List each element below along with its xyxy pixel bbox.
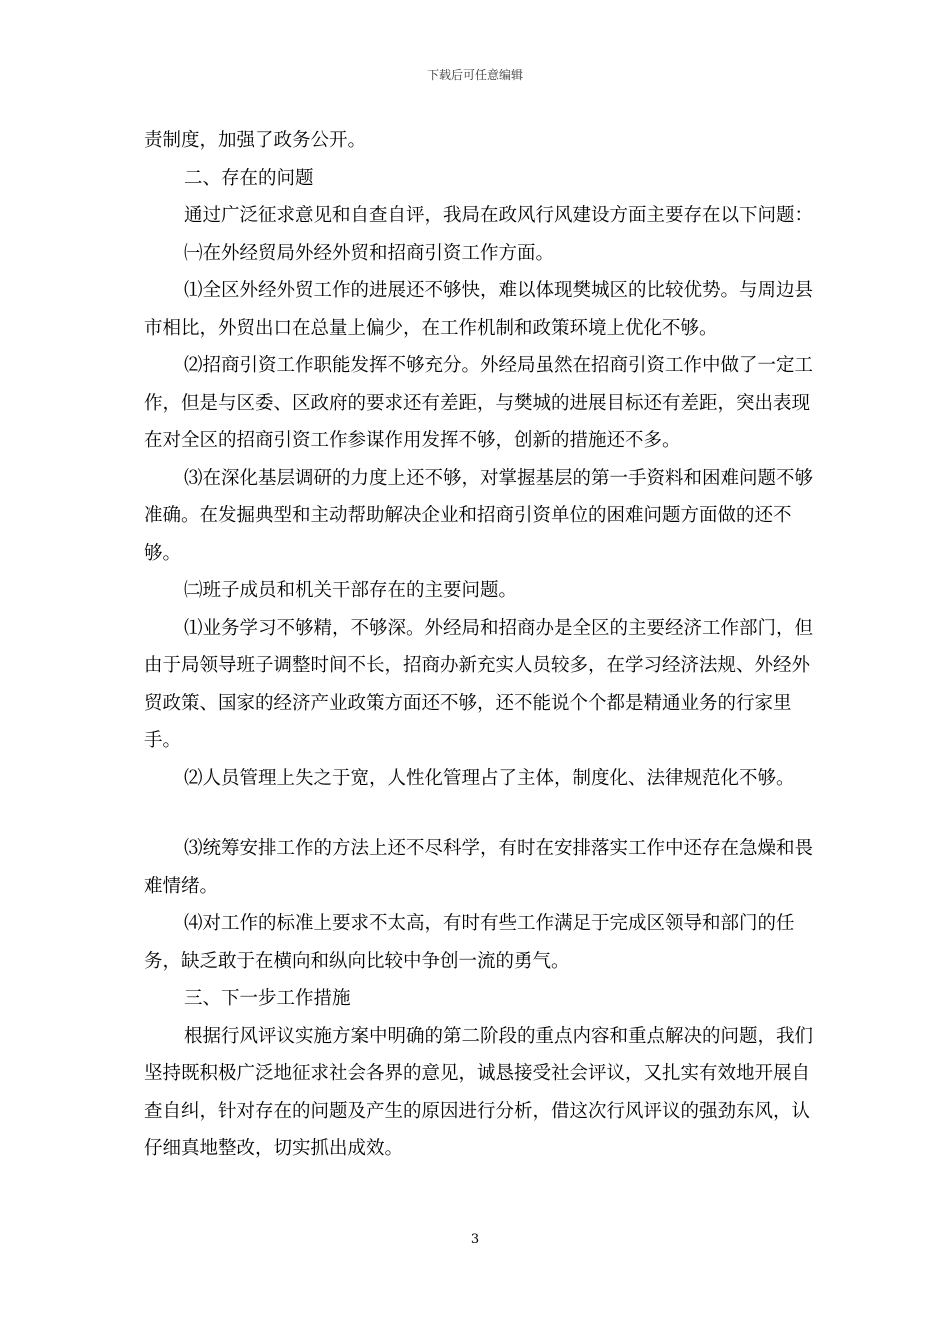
paragraph: 通过广泛征求意见和自查自评，我局在政风行风建设方面主要存在以下问题： [184, 205, 814, 226]
list-item: ⑵人员管理上失之于宽，人性化管理占了主体，制度化、法律规范化不够。 [184, 767, 795, 789]
subsection-heading: ㈠在外经贸局外经外贸和招商引资工作方面。 [184, 242, 555, 264]
list-item: ⑵招商引资工作职能发挥不够充分。外经局虽然在招商引资工作中做了一定工作，但是与区委、区政府的要求还有差距，与樊城的进展目标还有差距，突出表现在对全区的招商引资工作参谋作用发挥不够，创新的措施还不多。 [144, 355, 814, 451]
page-number: 3 [470, 1232, 480, 1247]
paragraph: 责制度，加强了政务公开。 [144, 130, 367, 151]
page-header: 下载后可任意编辑 [426, 68, 523, 82]
list-item: ⑶在深化基层调研的力度上还不够，对掌握基层的第一手资料和困难问题不够准确。在发掘典型和主动帮助解决企业和招商引资单位的困难问题方面做的还不够。 [144, 467, 814, 564]
section-heading: 二、存在的问题 [184, 167, 314, 189]
document-body [144, 122, 824, 1168]
subsection-heading: ㈡班子成员和机关干部存在的主要问题。 [184, 580, 518, 601]
list-item: ⑴全区外经外贸工作的进展还不够快，难以体现樊城区的比较优势。与周边县市相比，外贸出口在总量上偏少，在工作机制和政策环境上优化不够。 [144, 280, 814, 339]
list-item: ⑴业务学习不够精，不够深。外经局和招商办是全区的主要经济工作部门，但由于局领导班子调整时间不长，招商办新充实人员较多，在学习经济法规、外经外贸政策、国家的经济产业政策方面还不够，还不能说个个都是精通业务的行家里手。 [144, 617, 814, 751]
paragraph: 根据行风评议实施方案中明确的第二阶段的重点内容和重点解决的问题，我们坚持既积极广泛地征求社会各界的意见，诚恳接受社会评议，又扎实有效地开展自查自纠，针对存在的问题及产生的原因进行分析，借这次行风评议的强劲东风，认仔细真地整改，切实抓出成效。 [144, 1025, 814, 1159]
section-heading: 三、下一步工作措施 [184, 988, 351, 1009]
list-item: ⑷对工作的标准上要求不太高，有时有些工作满足于完成区领导和部门的任务，缺乏敢于在横向和纵向比较中争创一流的勇气。 [144, 913, 795, 972]
list-item: ⑶统筹安排工作的方法上还不尽科学，有时在安排落实工作中还存在急燥和畏难情绪。 [144, 838, 814, 897]
